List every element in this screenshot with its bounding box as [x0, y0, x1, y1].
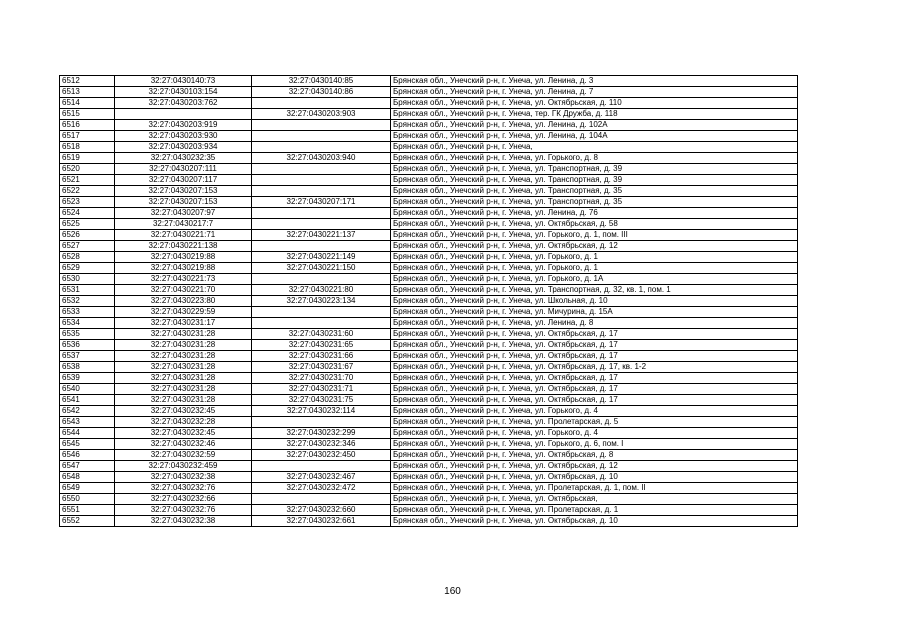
cadastral-number-cell: 32:27:0430231:28 — [115, 373, 252, 384]
address-cell: Брянская обл., Унечский р-н, г. Унеча, ул. Горького, д. 8 — [391, 153, 798, 164]
table-row — [60, 274, 798, 285]
object-number-cell — [252, 307, 391, 318]
row-number-cell: 6519 — [60, 153, 115, 164]
table-row — [60, 109, 798, 120]
address-cell: Брянская обл., Унечский р-н, г. Унеча, ул. Октябрьская, д. 8 — [391, 450, 798, 461]
row-number-cell: 6540 — [60, 384, 115, 395]
table-row — [60, 362, 798, 373]
cadastral-number-cell: 32:27:0430231:28 — [115, 362, 252, 373]
address-cell: Брянская обл., Унечский р-н, г. Унеча, ул. Пролетарская, д. 1, пом. II — [391, 483, 798, 494]
object-number-cell: 32:27:0430221:137 — [252, 230, 391, 241]
page-number: 160 — [444, 586, 461, 597]
table-row — [60, 164, 798, 175]
cadastral-number-cell: 32:27:0430219:88 — [115, 252, 252, 263]
address-cell: Брянская обл., Унечский р-н, г. Унеча, — [391, 142, 798, 153]
table-row — [60, 461, 798, 472]
cadastral-table — [59, 75, 798, 527]
cadastral-number-cell: 32:27:0430207:153 — [115, 197, 252, 208]
row-number-cell: 6528 — [60, 252, 115, 263]
address-cell: Брянская обл., Унечский р-н, г. Унеча, ул. Транспортная, д. 35 — [391, 197, 798, 208]
cadastral-number-cell: 32:27:0430203:930 — [115, 131, 252, 142]
row-number-cell: 6539 — [60, 373, 115, 384]
row-number-cell: 6536 — [60, 340, 115, 351]
address-cell: Брянская обл., Унечский р-н, г. Унеча, ул. Пролетарская, д. 1 — [391, 505, 798, 516]
row-number-cell: 6512 — [60, 76, 115, 87]
address-cell: Брянская обл., Унечский р-н, г. Унеча, ул. Горького, д. 1 — [391, 252, 798, 263]
table-row — [60, 230, 798, 241]
row-number-cell: 6544 — [60, 428, 115, 439]
cadastral-number-cell: 32:27:0430232:76 — [115, 505, 252, 516]
object-number-cell — [252, 241, 391, 252]
cadastral-number-cell: 32:27:0430231:28 — [115, 329, 252, 340]
table-row — [60, 472, 798, 483]
cadastral-number-cell: 32:27:0430217:7 — [115, 219, 252, 230]
object-number-cell — [252, 208, 391, 219]
address-cell: Брянская обл., Унечский р-н, г. Унеча, ул. Октябрьская, д. 10 — [391, 516, 798, 527]
table-row — [60, 340, 798, 351]
row-number-cell: 6533 — [60, 307, 115, 318]
object-number-cell: 32:27:0430223:134 — [252, 296, 391, 307]
cadastral-number-cell: 32:27:0430203:919 — [115, 120, 252, 131]
cadastral-number-cell: 32:27:0430221:138 — [115, 241, 252, 252]
row-number-cell: 6517 — [60, 131, 115, 142]
object-number-cell: 32:27:0430203:940 — [252, 153, 391, 164]
cadastral-number-cell: 32:27:0430232:35 — [115, 153, 252, 164]
table-row — [60, 153, 798, 164]
table-row — [60, 494, 798, 505]
object-number-cell: 32:27:0430207:171 — [252, 197, 391, 208]
row-number-cell: 6535 — [60, 329, 115, 340]
address-cell: Брянская обл., Унечский р-н, г. Унеча, ул. Пролетарская, д. 5 — [391, 417, 798, 428]
row-number-cell: 6543 — [60, 417, 115, 428]
table-row — [60, 208, 798, 219]
cadastral-number-cell: 32:27:0430231:28 — [115, 384, 252, 395]
table-row — [60, 505, 798, 516]
address-cell: Брянская обл., Унечский р-н, г. Унеча, ул. Октябрьская, д. 17 — [391, 340, 798, 351]
table-row — [60, 241, 798, 252]
address-cell: Брянская обл., Унечский р-н, г. Унеча, ул. Октябрьская, д. 110 — [391, 98, 798, 109]
row-number-cell: 6520 — [60, 164, 115, 175]
table-row — [60, 186, 798, 197]
object-number-cell — [252, 494, 391, 505]
cadastral-number-cell: 32:27:0430231:17 — [115, 318, 252, 329]
object-number-cell — [252, 461, 391, 472]
object-number-cell — [252, 186, 391, 197]
object-number-cell: 32:27:0430221:150 — [252, 263, 391, 274]
object-number-cell: 32:27:0430232:299 — [252, 428, 391, 439]
row-number-cell: 6526 — [60, 230, 115, 241]
object-number-cell: 32:27:0430231:70 — [252, 373, 391, 384]
table-row — [60, 516, 798, 527]
address-cell: Брянская обл., Унечский р-н, г. Унеча, ул. Мичурина, д. 15А — [391, 307, 798, 318]
address-cell: Брянская обл., Унечский р-н, г. Унеча, ул. Октябрьская, д. 17 — [391, 395, 798, 406]
row-number-cell: 6518 — [60, 142, 115, 153]
table-row — [60, 318, 798, 329]
cadastral-number-cell: 32:27:0430232:459 — [115, 461, 252, 472]
row-number-cell: 6521 — [60, 175, 115, 186]
table-row — [60, 197, 798, 208]
table-row — [60, 252, 798, 263]
row-number-cell: 6530 — [60, 274, 115, 285]
address-cell: Брянская обл., Унечский р-н, г. Унеча, ул. Октябрьская, д. 58 — [391, 219, 798, 230]
object-number-cell: 32:27:0430231:65 — [252, 340, 391, 351]
cadastral-number-cell: 32:27:0430203:762 — [115, 98, 252, 109]
address-cell: Брянская обл., Унечский р-н, г. Унеча, ул. Транспортная, д. 39 — [391, 164, 798, 175]
address-cell: Брянская обл., Унечский р-н, г. Унеча, ул. Октябрьская, — [391, 494, 798, 505]
address-cell: Брянская обл., Унечский р-н, г. Унеча, ул. Школьная, д. 10 — [391, 296, 798, 307]
cadastral-number-cell: 32:27:0430140:73 — [115, 76, 252, 87]
address-cell: Брянская обл., Унечский р-н, г. Унеча, ул. Горького, д. 4 — [391, 428, 798, 439]
row-number-cell: 6534 — [60, 318, 115, 329]
address-cell: Брянская обл., Унечский р-н, г. Унеча, ул. Ленина, д. 3 — [391, 76, 798, 87]
address-cell: Брянская обл., Унечский р-н, г. Унеча, ул. Октябрьская, д. 10 — [391, 472, 798, 483]
object-number-cell: 32:27:0430232:467 — [252, 472, 391, 483]
address-cell: Брянская обл., Унечский р-н, г. Унеча, ул. Октябрьская, д. 17 — [391, 384, 798, 395]
address-cell: Брянская обл., Унечский р-н, г. Унеча, ул. Ленина, д. 104А — [391, 131, 798, 142]
address-cell: Брянская обл., Унечский р-н, г. Унеча, ул. Ленина, д. 7 — [391, 87, 798, 98]
table-row — [60, 76, 798, 87]
object-number-cell: 32:27:0430203:903 — [252, 109, 391, 120]
cadastral-number-cell: 32:27:0430207:117 — [115, 175, 252, 186]
table-row — [60, 131, 798, 142]
table-row — [60, 395, 798, 406]
object-number-cell — [252, 417, 391, 428]
row-number-cell: 6537 — [60, 351, 115, 362]
table-row — [60, 219, 798, 230]
object-number-cell: 32:27:0430231:67 — [252, 362, 391, 373]
row-number-cell: 6552 — [60, 516, 115, 527]
address-cell: Брянская обл., Унечский р-н, г. Унеча, тер. ГК Дружба, д. 118 — [391, 109, 798, 120]
table-body — [60, 76, 798, 527]
row-number-cell: 6532 — [60, 296, 115, 307]
table-row — [60, 120, 798, 131]
table-row — [60, 285, 798, 296]
table-row — [60, 87, 798, 98]
table-row — [60, 483, 798, 494]
row-number-cell: 6522 — [60, 186, 115, 197]
row-number-cell: 6524 — [60, 208, 115, 219]
row-number-cell: 6548 — [60, 472, 115, 483]
address-cell: Брянская обл., Унечский р-н, г. Унеча, ул. Горького, д. 1 — [391, 263, 798, 274]
cadastral-number-cell: 32:27:0430232:45 — [115, 406, 252, 417]
cadastral-number-cell: 32:27:0430223:80 — [115, 296, 252, 307]
object-number-cell — [252, 120, 391, 131]
object-number-cell: 32:27:0430232:450 — [252, 450, 391, 461]
object-number-cell: 32:27:0430140:86 — [252, 87, 391, 98]
row-number-cell: 6538 — [60, 362, 115, 373]
object-number-cell — [252, 142, 391, 153]
cadastral-number-cell: 32:27:0430232:28 — [115, 417, 252, 428]
row-number-cell: 6541 — [60, 395, 115, 406]
row-number-cell: 6549 — [60, 483, 115, 494]
row-number-cell: 6546 — [60, 450, 115, 461]
cadastral-number-cell: 32:27:0430232:45 — [115, 428, 252, 439]
table-row — [60, 439, 798, 450]
object-number-cell: 32:27:0430232:114 — [252, 406, 391, 417]
row-number-cell: 6529 — [60, 263, 115, 274]
object-number-cell: 32:27:0430232:472 — [252, 483, 391, 494]
row-number-cell: 6514 — [60, 98, 115, 109]
cadastral-number-cell: 32:27:0430207:153 — [115, 186, 252, 197]
address-cell: Брянская обл., Унечский р-н, г. Унеча, ул. Октябрьская, д. 17 — [391, 351, 798, 362]
object-number-cell: 32:27:0430221:149 — [252, 252, 391, 263]
address-cell: Брянская обл., Унечский р-н, г. Унеча, ул. Октябрьская, д. 17, кв. 1-2 — [391, 362, 798, 373]
cadastral-number-cell: 32:27:0430207:97 — [115, 208, 252, 219]
cadastral-number-cell: 32:27:0430221:71 — [115, 230, 252, 241]
cadastral-number-cell: 32:27:0430203:934 — [115, 142, 252, 153]
row-number-cell: 6531 — [60, 285, 115, 296]
row-number-cell: 6547 — [60, 461, 115, 472]
address-cell: Брянская обл., Унечский р-н, г. Унеча, ул. Горького, д. 4 — [391, 406, 798, 417]
address-cell: Брянская обл., Унечский р-н, г. Унеча, ул. Октябрьская, д. 12 — [391, 461, 798, 472]
cadastral-number-cell — [115, 109, 252, 120]
object-number-cell — [252, 164, 391, 175]
object-number-cell: 32:27:0430231:60 — [252, 329, 391, 340]
table-row — [60, 307, 798, 318]
cadastral-number-cell: 32:27:0430231:28 — [115, 351, 252, 362]
object-number-cell: 32:27:0430232:346 — [252, 439, 391, 450]
object-number-cell: 32:27:0430231:71 — [252, 384, 391, 395]
table-row — [60, 417, 798, 428]
table-row — [60, 263, 798, 274]
table-row — [60, 351, 798, 362]
address-cell: Брянская обл., Унечский р-н, г. Унеча, ул. Транспортная, д. 32, кв. 1, пом. 1 — [391, 285, 798, 296]
row-number-cell: 6550 — [60, 494, 115, 505]
cadastral-number-cell: 32:27:0430221:73 — [115, 274, 252, 285]
table-row — [60, 329, 798, 340]
row-number-cell: 6516 — [60, 120, 115, 131]
table-row — [60, 373, 798, 384]
cadastral-number-cell: 32:27:0430232:59 — [115, 450, 252, 461]
object-number-cell: 32:27:0430232:660 — [252, 505, 391, 516]
row-number-cell: 6515 — [60, 109, 115, 120]
table-row — [60, 406, 798, 417]
address-cell: Брянская обл., Унечский р-н, г. Унеча, ул. Горького, д. 1А — [391, 274, 798, 285]
cadastral-number-cell: 32:27:0430232:38 — [115, 516, 252, 527]
table-row — [60, 296, 798, 307]
object-number-cell: 32:27:0430221:80 — [252, 285, 391, 296]
address-cell: Брянская обл., Унечский р-н, г. Унеча, ул. Октябрьская, д. 17 — [391, 373, 798, 384]
cadastral-number-cell: 32:27:0430229:59 — [115, 307, 252, 318]
cadastral-number-cell: 32:27:0430232:66 — [115, 494, 252, 505]
table-row — [60, 428, 798, 439]
object-number-cell: 32:27:0430140:85 — [252, 76, 391, 87]
cadastral-number-cell: 32:27:0430219:88 — [115, 263, 252, 274]
object-number-cell — [252, 274, 391, 285]
cadastral-number-cell: 32:27:0430232:38 — [115, 472, 252, 483]
address-cell: Брянская обл., Унечский р-н, г. Унеча, ул. Транспортная, д. 39 — [391, 175, 798, 186]
object-number-cell — [252, 131, 391, 142]
row-number-cell: 6545 — [60, 439, 115, 450]
object-number-cell: 32:27:0430231:66 — [252, 351, 391, 362]
row-number-cell: 6542 — [60, 406, 115, 417]
table-row — [60, 175, 798, 186]
cadastral-number-cell: 32:27:0430207:111 — [115, 164, 252, 175]
address-cell: Брянская обл., Унечский р-н, г. Унеча, ул. Транспортная, д. 35 — [391, 186, 798, 197]
address-cell: Брянская обл., Унечский р-н, г. Унеча, ул. Ленина, д. 8 — [391, 318, 798, 329]
object-number-cell — [252, 219, 391, 230]
table-row — [60, 142, 798, 153]
object-number-cell — [252, 98, 391, 109]
address-cell: Брянская обл., Унечский р-н, г. Унеча, ул. Октябрьская, д. 17 — [391, 329, 798, 340]
address-cell: Брянская обл., Унечский р-н, г. Унеча, ул. Октябрьская, д. 12 — [391, 241, 798, 252]
cadastral-number-cell: 32:27:0430231:28 — [115, 340, 252, 351]
address-cell: Брянская обл., Унечский р-н, г. Унеча, ул. Ленина, д. 76 — [391, 208, 798, 219]
row-number-cell: 6523 — [60, 197, 115, 208]
row-number-cell: 6513 — [60, 87, 115, 98]
row-number-cell: 6551 — [60, 505, 115, 516]
cadastral-number-cell: 32:27:0430232:76 — [115, 483, 252, 494]
table-row — [60, 450, 798, 461]
table-row — [60, 384, 798, 395]
address-cell: Брянская обл., Унечский р-н, г. Унеча, ул. Горького, д. 1, пом. III — [391, 230, 798, 241]
object-number-cell: 32:27:0430231:75 — [252, 395, 391, 406]
cadastral-number-cell: 32:27:0430231:28 — [115, 395, 252, 406]
cadastral-number-cell: 32:27:0430103:154 — [115, 87, 252, 98]
address-cell: Брянская обл., Унечский р-н, г. Унеча, ул. Горького, д. 6, пом. I — [391, 439, 798, 450]
object-number-cell: 32:27:0430232:661 — [252, 516, 391, 527]
cadastral-number-cell: 32:27:0430232:46 — [115, 439, 252, 450]
object-number-cell — [252, 318, 391, 329]
row-number-cell: 6525 — [60, 219, 115, 230]
address-cell: Брянская обл., Унечский р-н, г. Унеча, ул. Ленина, д. 102А — [391, 120, 798, 131]
row-number-cell: 6527 — [60, 241, 115, 252]
cadastral-number-cell: 32:27:0430221:70 — [115, 285, 252, 296]
table-row — [60, 98, 798, 109]
object-number-cell — [252, 175, 391, 186]
